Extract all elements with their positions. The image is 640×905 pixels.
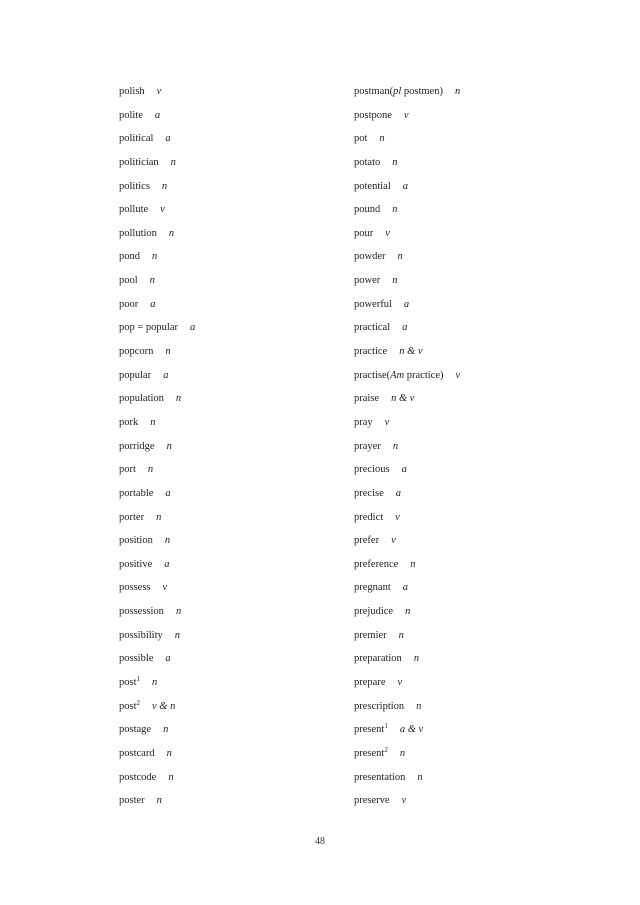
word-entry: [119, 131, 349, 155]
part-of-speech: n: [417, 771, 423, 783]
part-of-speech: a: [164, 558, 170, 570]
word-entry: [354, 84, 584, 108]
word-entry: [119, 415, 349, 439]
word-entry: [354, 699, 584, 723]
headword: [119, 322, 178, 333]
part-of-speech: a: [402, 582, 408, 594]
right-word-column: [354, 84, 584, 817]
headword-text: political: [119, 133, 154, 145]
headword: [119, 417, 138, 428]
headword-text: politics: [119, 180, 150, 192]
word-entry: [119, 510, 349, 534]
headword: [119, 772, 156, 783]
headword: [119, 630, 163, 641]
headword: [354, 133, 367, 144]
part-of-speech: n: [156, 795, 162, 807]
headword-text: present: [354, 747, 385, 759]
headword-text: present: [354, 724, 385, 736]
headword: [119, 441, 155, 452]
word-entry: [354, 391, 584, 415]
part-of-speech: a: [165, 487, 171, 499]
headword: [119, 393, 164, 404]
headword-text: pollution: [119, 227, 157, 239]
page-number: 48: [315, 836, 325, 847]
headword: [119, 133, 153, 144]
headword: [354, 677, 385, 688]
part-of-speech: n: [405, 606, 411, 618]
headword-text: potential: [354, 180, 391, 192]
headword: [119, 748, 155, 759]
part-of-speech: n: [392, 275, 398, 287]
note-label: pl: [393, 86, 402, 97]
headword-text: popcorn: [119, 346, 154, 358]
headword: [354, 795, 390, 806]
note-open: (: [389, 86, 394, 97]
part-of-speech: n: [149, 275, 155, 287]
word-entry: [119, 202, 349, 226]
headword-text: pond: [119, 251, 140, 263]
headword-text: poor: [119, 298, 139, 310]
homograph-number: 1: [384, 722, 388, 731]
headword-text: premier: [354, 629, 387, 641]
part-of-speech: n: [152, 251, 158, 263]
part-of-speech: n & v: [399, 346, 423, 358]
word-entry: [119, 770, 349, 794]
word-entry: [119, 273, 349, 297]
part-of-speech: a: [163, 369, 169, 381]
headword-text: precise: [354, 487, 384, 499]
word-entry: [119, 344, 349, 368]
part-of-speech: v: [385, 227, 390, 239]
headword-text: prefer: [354, 535, 380, 547]
headword: [354, 464, 390, 475]
note-text: postmen): [401, 86, 443, 97]
headword: [119, 535, 153, 546]
word-entry: [354, 439, 584, 463]
headword-text: postpone: [354, 109, 392, 121]
part-of-speech: n: [152, 677, 158, 689]
word-entry: [119, 297, 349, 321]
headword: [354, 488, 384, 499]
part-of-speech: n: [454, 86, 461, 97]
part-of-speech: a: [154, 109, 161, 121]
headword: [354, 322, 390, 333]
headword: [119, 795, 145, 806]
headword-text: predict: [354, 511, 384, 523]
headword: [354, 559, 398, 570]
headword: [354, 535, 379, 546]
headword-text: post: [119, 677, 137, 689]
word-entry: [119, 391, 349, 415]
part-of-speech: n: [150, 416, 156, 428]
part-of-speech: n: [166, 747, 172, 759]
word-entry: [354, 580, 584, 604]
word-entry: [119, 722, 349, 746]
word-entry: [119, 226, 349, 250]
word-entry: [119, 84, 349, 108]
headword-text: practice: [354, 346, 388, 358]
part-of-speech: a: [403, 298, 410, 310]
word-entry: [119, 533, 349, 557]
word-entry: [119, 179, 349, 203]
part-of-speech: v: [395, 511, 400, 523]
word-entry: [119, 108, 349, 132]
word-entry: [119, 628, 349, 652]
headword-text: preserve: [354, 795, 390, 807]
word-entry: [119, 580, 349, 604]
word-entry: [354, 179, 584, 203]
headword: [354, 417, 373, 428]
word-entry: [119, 439, 349, 463]
part-of-speech: n: [168, 227, 175, 239]
word-entry: [119, 651, 349, 675]
part-of-speech: n & v: [391, 393, 415, 405]
headword: [119, 677, 140, 688]
headword-text: prayer: [354, 440, 381, 452]
part-of-speech: a: [401, 464, 407, 476]
headword-text: potato: [354, 156, 381, 168]
headword: [119, 157, 159, 168]
headword-text: poster: [119, 795, 145, 807]
part-of-speech: v: [391, 535, 396, 547]
part-of-speech: n: [166, 440, 172, 452]
word-entry: [354, 155, 584, 179]
word-entry: [354, 722, 584, 746]
headword-text: pound: [354, 204, 381, 216]
note-label: Am: [390, 369, 405, 381]
word-entry: [354, 344, 584, 368]
part-of-speech: n: [147, 464, 154, 476]
headword-text: pray: [354, 416, 373, 428]
headword-text: powerful: [354, 298, 392, 310]
headword: [354, 745, 388, 759]
part-of-speech: n: [392, 440, 399, 452]
headword-text: power: [354, 275, 381, 287]
headword-text: precious: [354, 464, 390, 476]
headword-text: prepare: [354, 677, 386, 689]
part-of-speech: n: [413, 653, 420, 665]
word-entry: [354, 651, 584, 675]
part-of-speech: a: [150, 298, 156, 310]
headword-text: postcode: [119, 771, 157, 783]
headword-text: popular: [119, 369, 152, 381]
headword: [354, 701, 404, 712]
headword-text: portable: [119, 487, 154, 499]
headword: [354, 370, 444, 381]
headword: [354, 393, 379, 404]
headword: [119, 299, 138, 310]
headword: [354, 582, 391, 593]
headword: [354, 228, 373, 239]
part-of-speech: n: [392, 156, 398, 168]
headword-text: preparation: [354, 653, 402, 665]
word-entry: [354, 202, 584, 226]
part-of-speech: n: [168, 771, 174, 783]
part-of-speech: n: [165, 346, 171, 358]
headword: [119, 606, 164, 617]
headword: [354, 110, 392, 121]
headword: [119, 512, 144, 523]
headword-text: positive: [119, 558, 153, 570]
headword-text: praise: [354, 393, 380, 405]
homograph-number: 2: [384, 745, 388, 754]
word-entry: [119, 249, 349, 273]
headword: [119, 110, 143, 121]
headword-text: practise: [354, 369, 387, 381]
word-entry: [119, 486, 349, 510]
homograph-number: 2: [136, 698, 141, 707]
headword: [119, 698, 141, 712]
headword-text: position: [119, 535, 153, 547]
headword: [119, 346, 153, 357]
headword-text: pour: [354, 227, 374, 239]
part-of-speech: n: [398, 629, 404, 641]
note-text: practice): [404, 369, 444, 381]
headword: [119, 724, 151, 735]
part-of-speech: n: [175, 393, 182, 405]
part-of-speech: v: [401, 795, 407, 807]
word-entry: [354, 320, 584, 344]
headword-text: pot: [354, 133, 368, 145]
headword-text: prejudice: [354, 606, 394, 618]
word-entry: [354, 297, 584, 321]
headword-text: polish: [119, 86, 145, 97]
word-entry: [354, 486, 584, 510]
headword-text: pork: [119, 416, 139, 428]
headword-text: possession: [119, 606, 164, 618]
headword-text: presentation: [354, 771, 406, 783]
headword: [119, 488, 153, 499]
part-of-speech: a: [402, 322, 408, 334]
part-of-speech: v: [455, 369, 461, 381]
headword: [354, 441, 381, 452]
headword-text: port: [119, 464, 136, 476]
headword-text: postage: [119, 724, 152, 736]
headword: [119, 653, 153, 664]
headword-text: pregnant: [354, 582, 391, 594]
part-of-speech: n: [164, 535, 171, 547]
word-entry: [354, 249, 584, 273]
part-of-speech: n: [397, 251, 403, 263]
word-entry: [119, 155, 349, 179]
left-word-column: [119, 84, 349, 817]
headword-text: postcard: [119, 747, 155, 759]
part-of-speech: a: [190, 322, 196, 334]
headword-text: possess: [119, 582, 151, 594]
headword: [119, 370, 151, 381]
part-of-speech: n: [163, 724, 169, 736]
part-of-speech: a: [402, 180, 408, 192]
word-entry: [354, 415, 584, 439]
word-entry: [119, 675, 349, 699]
headword-text: porridge: [119, 440, 155, 452]
part-of-speech: n: [379, 133, 385, 145]
word-entry: [354, 628, 584, 652]
word-entry: [354, 533, 584, 557]
word-entry: [354, 604, 584, 628]
word-entry: [354, 746, 584, 770]
headword: [354, 157, 380, 168]
word-entry: [354, 770, 584, 794]
word-entry: [119, 462, 349, 486]
headword-text: post: [119, 700, 137, 712]
word-entry: [354, 510, 584, 534]
headword-text: possibility: [119, 629, 163, 641]
headword-text: population: [119, 393, 164, 405]
headword-text: politician: [119, 156, 159, 168]
word-entry: [354, 557, 584, 581]
word-entry: [119, 557, 349, 581]
headword-text: pop = popular: [119, 322, 178, 334]
part-of-speech: a: [165, 133, 171, 145]
word-entry: [119, 699, 349, 723]
part-of-speech: a & v: [399, 724, 424, 736]
word-entry: [119, 368, 349, 392]
word-entry: [354, 368, 584, 392]
part-of-speech: n: [170, 156, 176, 168]
word-entry: [354, 675, 584, 699]
headword-text: pool: [119, 275, 138, 287]
word-entry: [119, 746, 349, 770]
headword: [354, 630, 387, 641]
word-entry: [354, 273, 584, 297]
headword: [119, 228, 157, 239]
word-entry: [354, 462, 584, 486]
headword: [354, 512, 383, 523]
word-entry: [354, 793, 584, 817]
part-of-speech: n: [416, 700, 422, 712]
headword-text: polite: [119, 109, 143, 121]
part-of-speech: v & n: [152, 700, 176, 712]
part-of-speech: v: [160, 204, 165, 216]
headword-text: pollute: [119, 204, 149, 216]
part-of-speech: v: [397, 677, 403, 689]
headword: [354, 346, 387, 357]
headword: [119, 464, 136, 475]
headword: [119, 582, 151, 593]
headword: [354, 251, 386, 262]
headword: [119, 559, 152, 570]
part-of-speech: n: [174, 629, 181, 641]
headword-text: preference: [354, 558, 399, 570]
part-of-speech: n: [161, 180, 168, 192]
part-of-speech: v: [403, 109, 409, 121]
word-entry: [354, 108, 584, 132]
headword: [354, 204, 380, 215]
headword: [354, 275, 380, 286]
headword-text: powder: [354, 251, 386, 263]
headword-text: possible: [119, 653, 154, 665]
headword: [119, 251, 140, 262]
word-entry: [119, 604, 349, 628]
word-entry: [119, 320, 349, 344]
part-of-speech: a: [165, 653, 171, 665]
headword: [119, 181, 150, 192]
headword-text: postman: [354, 86, 390, 97]
headword-text: porter: [119, 511, 145, 523]
part-of-speech: n: [156, 511, 162, 523]
part-of-speech: v: [162, 582, 168, 594]
headword: [354, 724, 388, 735]
headword-text: prescription: [354, 700, 405, 712]
headword: [354, 86, 443, 97]
headword: [119, 204, 148, 215]
part-of-speech: a: [395, 487, 401, 499]
headword-text: practical: [354, 322, 391, 334]
headword: [354, 606, 393, 617]
word-entry: [119, 793, 349, 817]
word-entry: [354, 131, 584, 155]
word-entry: [354, 226, 584, 250]
part-of-speech: n: [399, 747, 406, 759]
headword: [119, 275, 138, 286]
headword: [354, 772, 405, 783]
headword: [119, 86, 145, 97]
headword: [354, 653, 402, 664]
headword: [354, 181, 391, 192]
homograph-number: 1: [136, 675, 141, 684]
part-of-speech: v: [384, 416, 390, 428]
part-of-speech: n: [410, 558, 416, 570]
headword: [354, 299, 392, 310]
part-of-speech: v: [156, 86, 162, 97]
part-of-speech: n: [175, 606, 182, 618]
note-open: (: [386, 369, 391, 381]
part-of-speech: n: [392, 204, 398, 216]
